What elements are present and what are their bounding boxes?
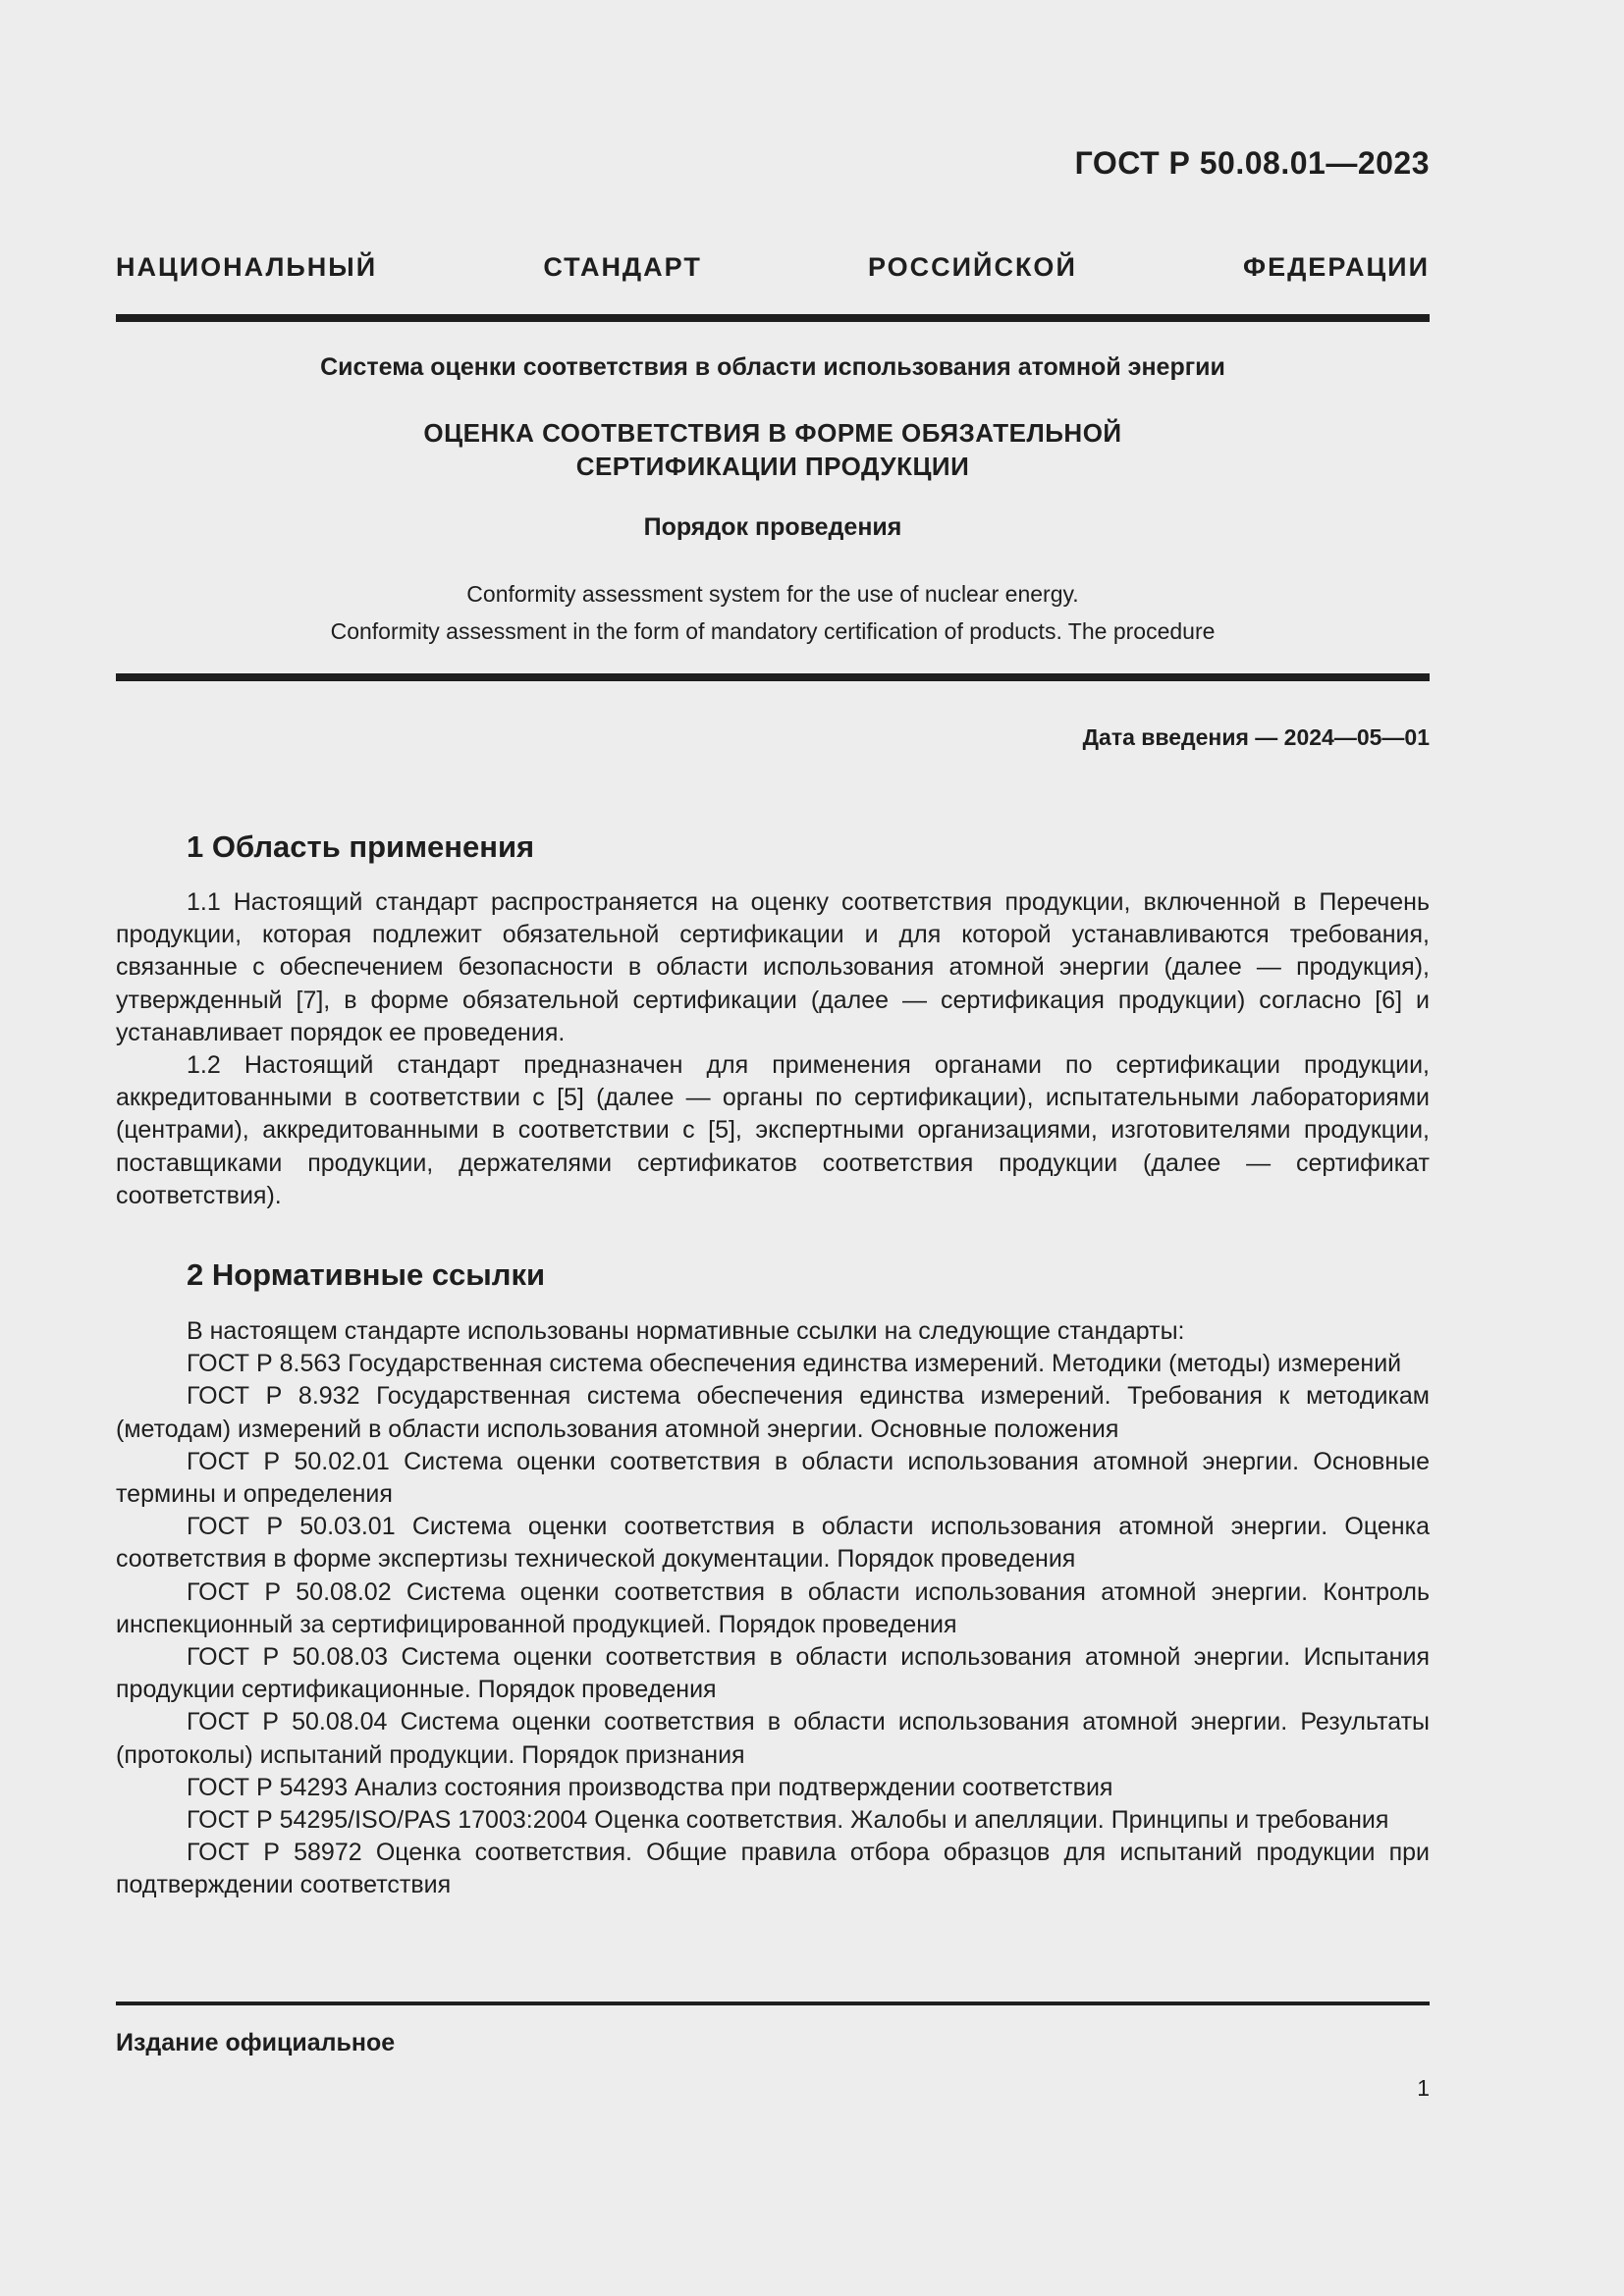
reference-item: ГОСТ Р 8.932 Государственная система обеспечения единства измерений. Требования к методикам (методам) измерений в области использования атомной энергии. Основные положения [116, 1382, 1430, 1443]
title-divider [116, 673, 1430, 681]
national-standard-banner: НАЦИОНАЛЬНЫЙ СТАНДАРТ РОССИЙСКОЙ ФЕДЕРАЦИИ [116, 252, 1430, 282]
reference-item: ГОСТ Р 58972 Оценка соответствия. Общие правила отбора образцов для испытаний продукции при подтверждении соответствия [116, 1839, 1430, 1899]
paragraph: 1.1 Настоящий стандарт распространяется на оценку соответствия продукции, включенной в Перечень продукции, которая подлежит обязательной сертификации и для которой устанавливаются требования, связанные с обеспечением безопасности в области использования атомной энергии (далее — продукция), утвержденный [7], в форме обязательной сертификации (далее — сертификация продукции) согласно [6] и устанавливает порядок ее проведения. [116, 888, 1430, 1046]
page-number: 1 [1417, 2075, 1430, 2101]
introduction-date: Дата введения — 2024—05—01 [1082, 724, 1430, 750]
reference-item: ГОСТ Р 50.03.01 Система оценки соответствия в области использования атомной энергии. Оценка соответствия в форме экспертизы технической документации. Порядок проведения [116, 1513, 1430, 1574]
section-2-body [116, 1315, 1430, 1902]
section-1-body [116, 886, 1430, 1212]
standard-designation: ГОСТ Р 50.08.01—2023 [1074, 145, 1430, 181]
section-2-heading: 2 Нормативные ссылки [187, 1257, 546, 1292]
edition-label: Издание официальное [116, 2029, 396, 2056]
reference-item: ГОСТ Р 50.08.02 Система оценки соответствия в области использования атомной энергии. Контроль инспекционный за сертифицированной продукцией. Порядок проведения [116, 1577, 1430, 1638]
subtitle: Порядок проведения [643, 513, 902, 541]
main-title-line-2: СЕРТИФИКАЦИИ ПРОДУКЦИИ [575, 452, 970, 481]
reference-item: ГОСТ Р 54295/ISO/PAS 17003:2004 Оценка соответствия. Жалобы и апелляции. Принципы и требования [187, 1806, 1389, 1835]
reference-item: ГОСТ Р 50.08.04 Система оценки соответствия в области использования атомной энергии. Результаты (протоколы) испытаний продукции. Порядок признания [116, 1708, 1430, 1769]
section-1-heading: 1 Область применения [187, 829, 535, 864]
paragraph: 1.2 Настоящий стандарт предназначен для применения органами по сертификации продукции, аккредитованными в соответствии с [5] (далее — органы по сертификации), испытательными лабораториями (центрами), аккредитованными в соответствии с [5], экспертными организациями, изготовителями продукции, поставщиками продукции, держателями сертификатов соответствия продукции (далее — сертификат соответствия). [116, 1051, 1430, 1209]
reference-item: ГОСТ Р 54293 Анализ состояния производства при подтверждении соответствия [187, 1773, 1113, 1801]
paragraph: В настоящем стандарте использованы нормативные ссылки на следующие стандарты: [187, 1317, 1185, 1345]
reference-item: ГОСТ Р 50.08.03 Система оценки соответствия в области использования атомной энергии. Испытания продукции сертификационные. Порядок проведения [116, 1643, 1430, 1704]
system-title: Система оценки соответствия в области использования атомной энергии [320, 353, 1225, 381]
reference-item: ГОСТ Р 50.02.01 Система оценки соответствия в области использования атомной энергии. Основные термины и определения [116, 1447, 1430, 1509]
footer-divider [116, 2002, 1430, 2005]
document-page [116, 0, 1430, 2296]
header-divider [116, 314, 1430, 322]
main-title-line-1: ОЦЕНКА СООТВЕТСТВИЯ В ФОРМЕ ОБЯЗАТЕЛЬНОЙ [423, 418, 1122, 448]
english-title [116, 575, 1430, 650]
main-title [116, 416, 1430, 483]
reference-item: ГОСТ Р 8.563 Государственная система обеспечения единства измерений. Методики (методы) измерений [187, 1350, 1402, 1378]
english-title-line-1: Conformity assessment system for the use of nuclear energy. [466, 581, 1079, 607]
english-title-line-2: Conformity assessment in the form of mandatory certification of products. The procedure [330, 618, 1216, 644]
